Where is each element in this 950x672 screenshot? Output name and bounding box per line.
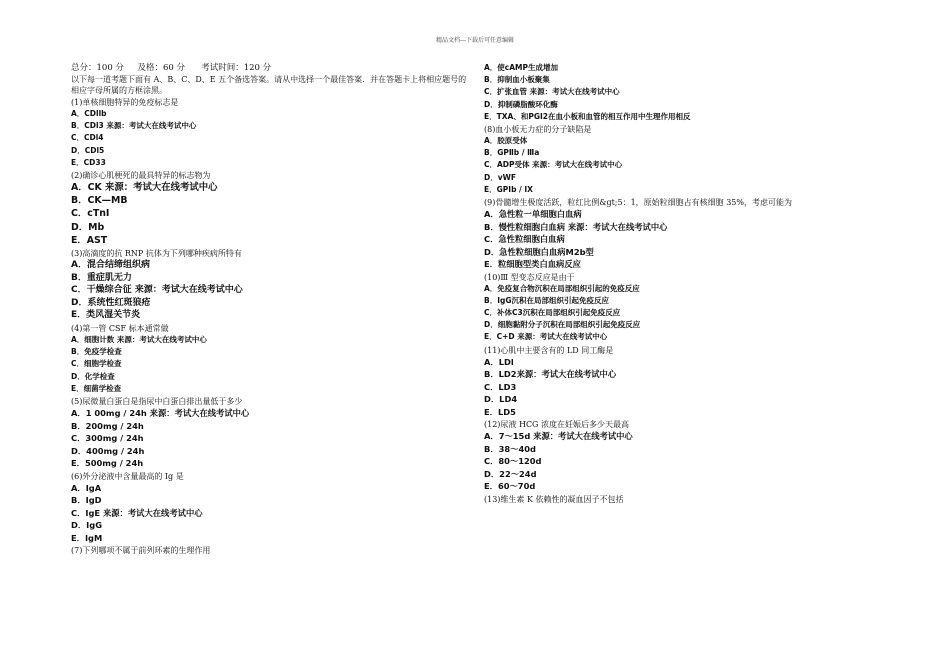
answer-option: D．抑制磷脂酸环化酶 (484, 99, 558, 109)
left-question-list (71, 97, 471, 556)
question-block (71, 396, 471, 470)
question-block (484, 62, 804, 123)
option-list (484, 208, 804, 271)
answer-option: C．扩张血管 来源：考试大在线考试中心 (484, 87, 620, 97)
right-question-list (484, 62, 804, 505)
answer-option: B．38～40d (484, 443, 536, 454)
question-stem: (7)下列哪项不属于前列环素的生理作用 (71, 546, 211, 556)
answer-option: B．LD2来源：考试大在线考试中心 (484, 369, 617, 380)
answer-option: B．200mg / 24h (71, 420, 144, 431)
answer-option: C．干燥综合征 来源：考试大在线考试中心 (71, 285, 243, 296)
answer-option: D．vWF (484, 172, 517, 182)
option-list (71, 482, 471, 545)
answer-option: D．400mg / 24h (71, 445, 145, 456)
answer-option: C．CDl4 (71, 133, 104, 143)
answer-option: E．IgM (71, 532, 103, 543)
question-stem: (6)外分泌液中含量最高的 Ig 是 (71, 471, 184, 481)
question-block (484, 124, 804, 196)
option-list (71, 181, 471, 247)
exam-meta (71, 62, 471, 74)
answer-option: C．补体C3沉积在局部组织引起免疫反应 (484, 307, 621, 317)
option-list (484, 62, 804, 123)
page-header: 精品文档---下载后可任意编辑 (435, 37, 515, 44)
option-list (71, 407, 471, 470)
answer-option: C．LD3 (484, 381, 517, 392)
option-list (484, 135, 804, 196)
answer-option: D．22～24d (484, 468, 537, 479)
question-stem: (8)血小板无力症的分子缺陷是 (484, 125, 592, 135)
answer-option: B．CK—MB (71, 195, 128, 207)
question-block (71, 323, 471, 395)
answer-option: A．急性粒一单细胞白血病 (484, 209, 582, 220)
question-stem: (12)尿液 HCG 浓度在妊娠后多少天最高 (484, 420, 629, 430)
question-block (71, 248, 471, 322)
answer-option: D．IgG (71, 520, 103, 531)
answer-option: A．IgA (71, 482, 102, 493)
answer-option: D．急性粒细胞白血病M2b型 (484, 246, 594, 257)
question-stem: (4)第一管 CSF 标本通常做 (71, 324, 169, 333)
answer-option: E．类风湿关节炎 (71, 310, 141, 321)
answer-option: A．使cAMP生成增加 (484, 63, 559, 72)
question-block (71, 545, 471, 556)
answer-option: B．GPⅡb / Ⅲa (484, 148, 540, 158)
answer-option: A．LDl (484, 356, 514, 367)
answer-option: E．GPIb / IX (484, 184, 533, 194)
pass-score: 及格：60 分 (137, 63, 185, 73)
answer-option: C．ADP受体 来源：考试大在线考试中心 (484, 160, 623, 170)
answer-option: B．IgG沉积在局部组织引起免疫反应 (484, 295, 610, 305)
answer-option: C．急性粒细胞白血病 (484, 234, 565, 245)
question-block (71, 170, 471, 247)
option-list (484, 283, 804, 344)
answer-option: B．CDl3 来源：考试大在线考试中心 (71, 121, 197, 131)
option-list (484, 430, 804, 493)
answer-option: D．细胞黏附分子沉积在局部组织引起免疫反应 (484, 320, 641, 330)
answer-option: B．重症肌无力 (71, 272, 132, 283)
question-stem: (10)Ⅲ 型变态反应是由于 (484, 272, 575, 282)
answer-option: C．300mg / 24h (71, 433, 144, 444)
answer-option: A．混合结缔组织病 (71, 260, 150, 271)
answer-option: E．C+D 来源：考试大在线考试中心 (484, 332, 608, 342)
answer-option: A．CK 来源：考试大在线考试中心 (71, 182, 218, 194)
question-stem: (5)尿微量白蛋白是指尿中白蛋白排出量低于多少 (71, 397, 243, 407)
answer-option: C．细胞学检查 (71, 359, 122, 369)
answer-option: E．LD5 (484, 406, 516, 417)
answer-option: D．Mb (71, 221, 105, 233)
answer-option: D．CDl5 (71, 145, 105, 155)
question-block (484, 494, 804, 505)
total-score: 总分：100 分 (71, 63, 124, 73)
answer-option: B．抑制血小板聚集 (484, 75, 550, 85)
question-block (71, 97, 471, 169)
question-stem: (3)高滴度的抗 RNP 抗体为下列哪种疾病所特有 (71, 249, 242, 259)
answer-option: C．cTnI (71, 208, 110, 220)
question-block (71, 471, 471, 545)
answer-option: E．CD33 (71, 157, 106, 167)
option-list (71, 108, 471, 169)
right-column (484, 62, 804, 505)
answer-option: A．1 00mg / 24h 来源：考试大在线考试中心 (71, 408, 250, 419)
option-list (484, 356, 804, 419)
answer-option: B．慢性粒细胞白血病 来源：考试大在线考试中心 (484, 221, 668, 232)
answer-option: E．粒细胞型类白血病反应 (484, 259, 581, 270)
answer-option: E．TXA、和PGI2在血小板和血管的相互作用中生理作用相反 (484, 111, 691, 121)
exam-time: 考试时间：120 分 (201, 63, 272, 73)
answer-option: A．细胞计数 来源：考试大在线考试中心 (71, 335, 207, 344)
answer-option: E．AST (71, 234, 108, 246)
answer-option: B．IgD (71, 495, 102, 506)
answer-option: C．80～120d (484, 456, 542, 467)
question-stem: (9)骨髓增生极度活跃，粒红比例&gt;5：1，原始粒细胞占有核细胞 35%，考虑可能为 (484, 198, 792, 208)
option-list (71, 334, 471, 395)
answer-option: B．免疫学检查 (71, 347, 122, 357)
answer-option: A．胶原受体 (484, 136, 528, 146)
question-stem: (2)确诊心肌梗死的最具特异的标志物为 (71, 171, 211, 181)
answer-option: D．化学检查 (71, 371, 115, 381)
answer-option: C．IgE 来源：考试大在线考试中心 (71, 507, 203, 518)
question-stem: (11)心肌中主要含有的 LD 同工酶是 (484, 345, 614, 355)
left-column (71, 62, 471, 556)
answer-option: E．60～70d (484, 481, 536, 492)
answer-option: A．CDllb (71, 109, 107, 118)
question-block (484, 345, 804, 419)
option-list (71, 259, 471, 322)
question-stem: (1)单核细胞特异的免疫标志是 (71, 98, 179, 107)
answer-option: E．细菌学检查 (71, 383, 122, 393)
answer-option: D．LD4 (484, 394, 518, 405)
question-stem: (13)维生素 K 依赖性的凝血因子不包括 (484, 494, 624, 504)
answer-option: D．系统性红斑狼疮 (71, 297, 151, 308)
question-block (484, 419, 804, 493)
answer-option: E．500mg / 24h (71, 458, 144, 469)
question-block (484, 272, 804, 344)
answer-option: A．7～15d 来源：考试大在线考试中心 (484, 431, 633, 442)
instructions: 以下每一道考题下面有 A、B、C、D、E 五个备选答案。请从中选择一个最佳答案．并在答题卡上将相应题号的相应字母所属的方框涂黑。 (71, 75, 467, 95)
question-block (484, 197, 804, 271)
answer-option: A．免疫复合物沉积在局部组织引起的免疫反应 (484, 283, 640, 293)
